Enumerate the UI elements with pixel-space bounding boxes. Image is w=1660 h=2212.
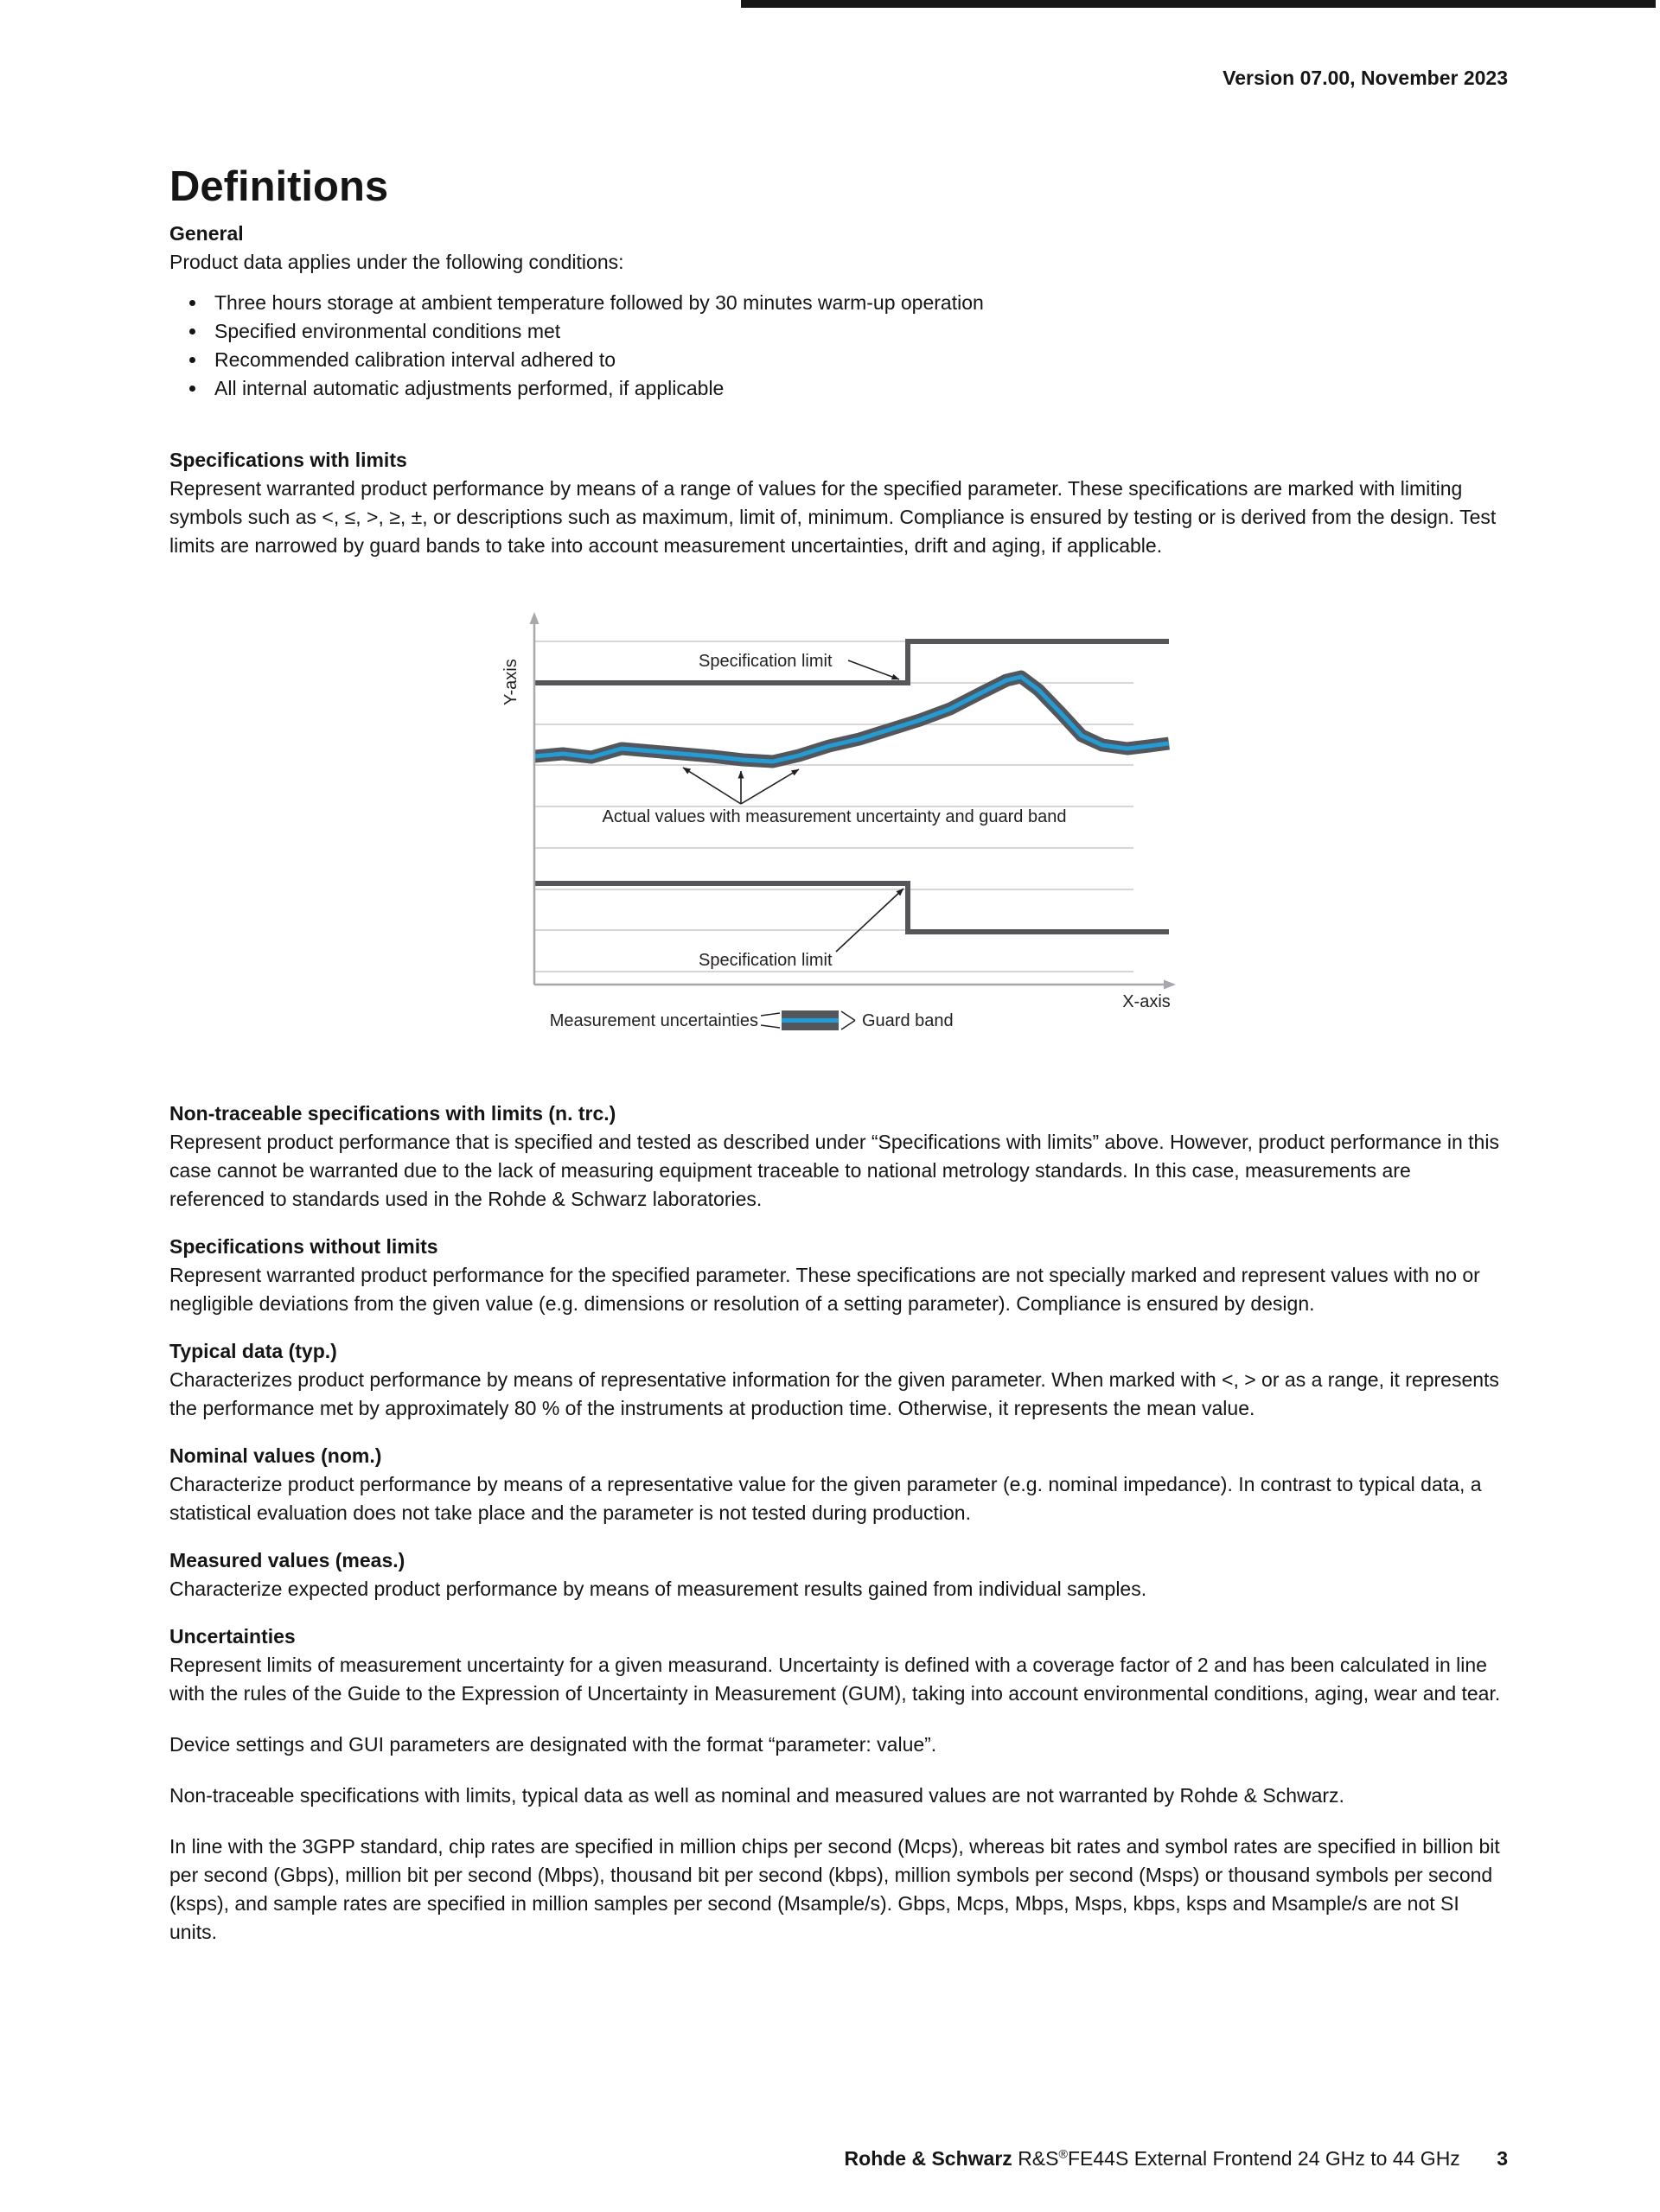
heading-uncertainties: Uncertainties xyxy=(169,1625,296,1648)
heading-specifications-with-limits: Specifications with limits xyxy=(169,449,407,471)
list-item: • Recommended calibration interval adhered to xyxy=(208,346,1508,374)
note-device-settings: Device settings and GUI parameters are designated with the format “parameter: value”. xyxy=(169,1733,937,1756)
list-item: • Three hours storage at ambient temperature followed by 30 minutes warm-up operation xyxy=(208,289,1508,317)
heading-specifications-without-limits: Specifications without limits xyxy=(169,1235,438,1258)
list-item: • Specified environmental conditions met xyxy=(208,317,1508,346)
footer-product-prefix: R&S xyxy=(1018,2147,1059,2170)
heading-non-traceable: Non-traceable specifications with limits (n. trc.) xyxy=(169,1102,616,1125)
footer-brand: Rohde & Schwarz xyxy=(844,2147,1012,2170)
page-footer xyxy=(845,2147,1508,2171)
x-axis-label: X-axis xyxy=(1122,992,1171,1011)
uncertainties-body: Represent limits of measurement uncertainty for a given measurand. Uncertainty is defined with a coverage factor of 2 and has been calculated in line with the rules of the Guide to the Expression of Uncertainty in Measurement (GUM), taking into account environmental conditions, aging, wear and tear. xyxy=(169,1654,1501,1705)
footer-page-number: 3 xyxy=(1497,2147,1508,2170)
legend-guard-band-label: Guard band xyxy=(862,1011,954,1030)
legend-measurement-uncertainties-label: Measurement uncertainties xyxy=(549,1011,758,1030)
heading-typical-data: Typical data (typ.) xyxy=(169,1340,337,1362)
y-axis-label: Y-axis xyxy=(501,659,520,705)
note-not-warranted: Non-traceable specifications with limits, typical data as well as nominal and measured values are not warranted by Rohde & Schwarz. xyxy=(169,1784,1344,1807)
general-intro: Product data applies under the following conditions: xyxy=(169,251,624,273)
lower-specification-limit-label: Specification limit xyxy=(699,951,833,970)
page-title: Definitions xyxy=(169,163,389,210)
specification-limits-figure xyxy=(492,609,1190,1048)
heading-nominal-values: Nominal values (nom.) xyxy=(169,1444,382,1467)
specifications-with-limits-body: Represent warranted product performance by means of a range of values for the specified parameter. These specifications are marked with limiting symbols such as <, ≤, >, ≥, ±, or descriptions such as maximum, limit of, minimum. Compliance is ensured by testing or is derived from the design. Test limits are narrowed by guard bands to take into account measurement uncertainties, drift and aging, if applicable. xyxy=(169,477,1497,557)
measured-values-body: Characterize expected product performance by means of measurement results gained from individual samples. xyxy=(169,1578,1147,1600)
typical-data-body: Characterizes product performance by means of representative information for the given parameter. When marked with <, > or as a range, it represents the performance met by approximately 80 % of the instruments at production time. Otherwise, it represents the mean value. xyxy=(169,1368,1499,1419)
specification-limits-chart xyxy=(492,609,1190,1043)
nominal-values-body: Characterize product performance by means of a representative value for the given parameter (e.g. nominal impedance). In contrast to typical data, a statistical evaluation does not take place and the parameter is not tested during production. xyxy=(169,1473,1482,1524)
list-item: • All internal automatic adjustments performed, if applicable xyxy=(208,374,1508,403)
note-rates: In line with the 3GPP standard, chip rates are specified in million chips per second (Mcps), whereas bit rates and symbol rates are specified in billion bit per second (Gbps), million bit per second (Mbps), thousand bit per second (kbps), million symbols per second (Msps) or thousand symbols per second (ksps), and sample rates are specified in million samples per second (Msample/s). Gbps, Mcps, Mbps, Msps, kbps, ksps and Msample/s are not SI units. xyxy=(169,1835,1500,1943)
actual-values-label: Actual values with measurement uncertainty and guard band xyxy=(602,807,1067,826)
scan-artifact-bar xyxy=(741,0,1656,8)
registered-trademark: ® xyxy=(1058,2147,1068,2162)
specifications-without-limits-body: Represent warranted product performance for the specified parameter. These specifications are not specially marked and represent values with no or negligible deviations from the given value (e.g. dimensions or resolution of a setting parameter). Compliance is ensured by design. xyxy=(169,1264,1480,1315)
version-header: Version 07.00, November 2023 xyxy=(1223,67,1508,89)
heading-general: General xyxy=(169,222,244,245)
footer-product-rest: FE44S External Frontend 24 GHz to 44 GHz xyxy=(1067,2147,1460,2170)
upper-specification-limit-label: Specification limit xyxy=(699,652,833,671)
non-traceable-body: Represent product performance that is specified and tested as described under “Specifications with limits” above. However, product performance in this case cannot be warranted due to the lack of measuring equipment traceable to national metrology standards. In this case, measurements are referenced to standards used in the Rohde & Schwarz laboratories. xyxy=(169,1131,1499,1210)
footer-product xyxy=(1018,2147,1460,2170)
heading-measured-values: Measured values (meas.) xyxy=(169,1549,405,1571)
general-conditions-list xyxy=(169,289,1508,403)
